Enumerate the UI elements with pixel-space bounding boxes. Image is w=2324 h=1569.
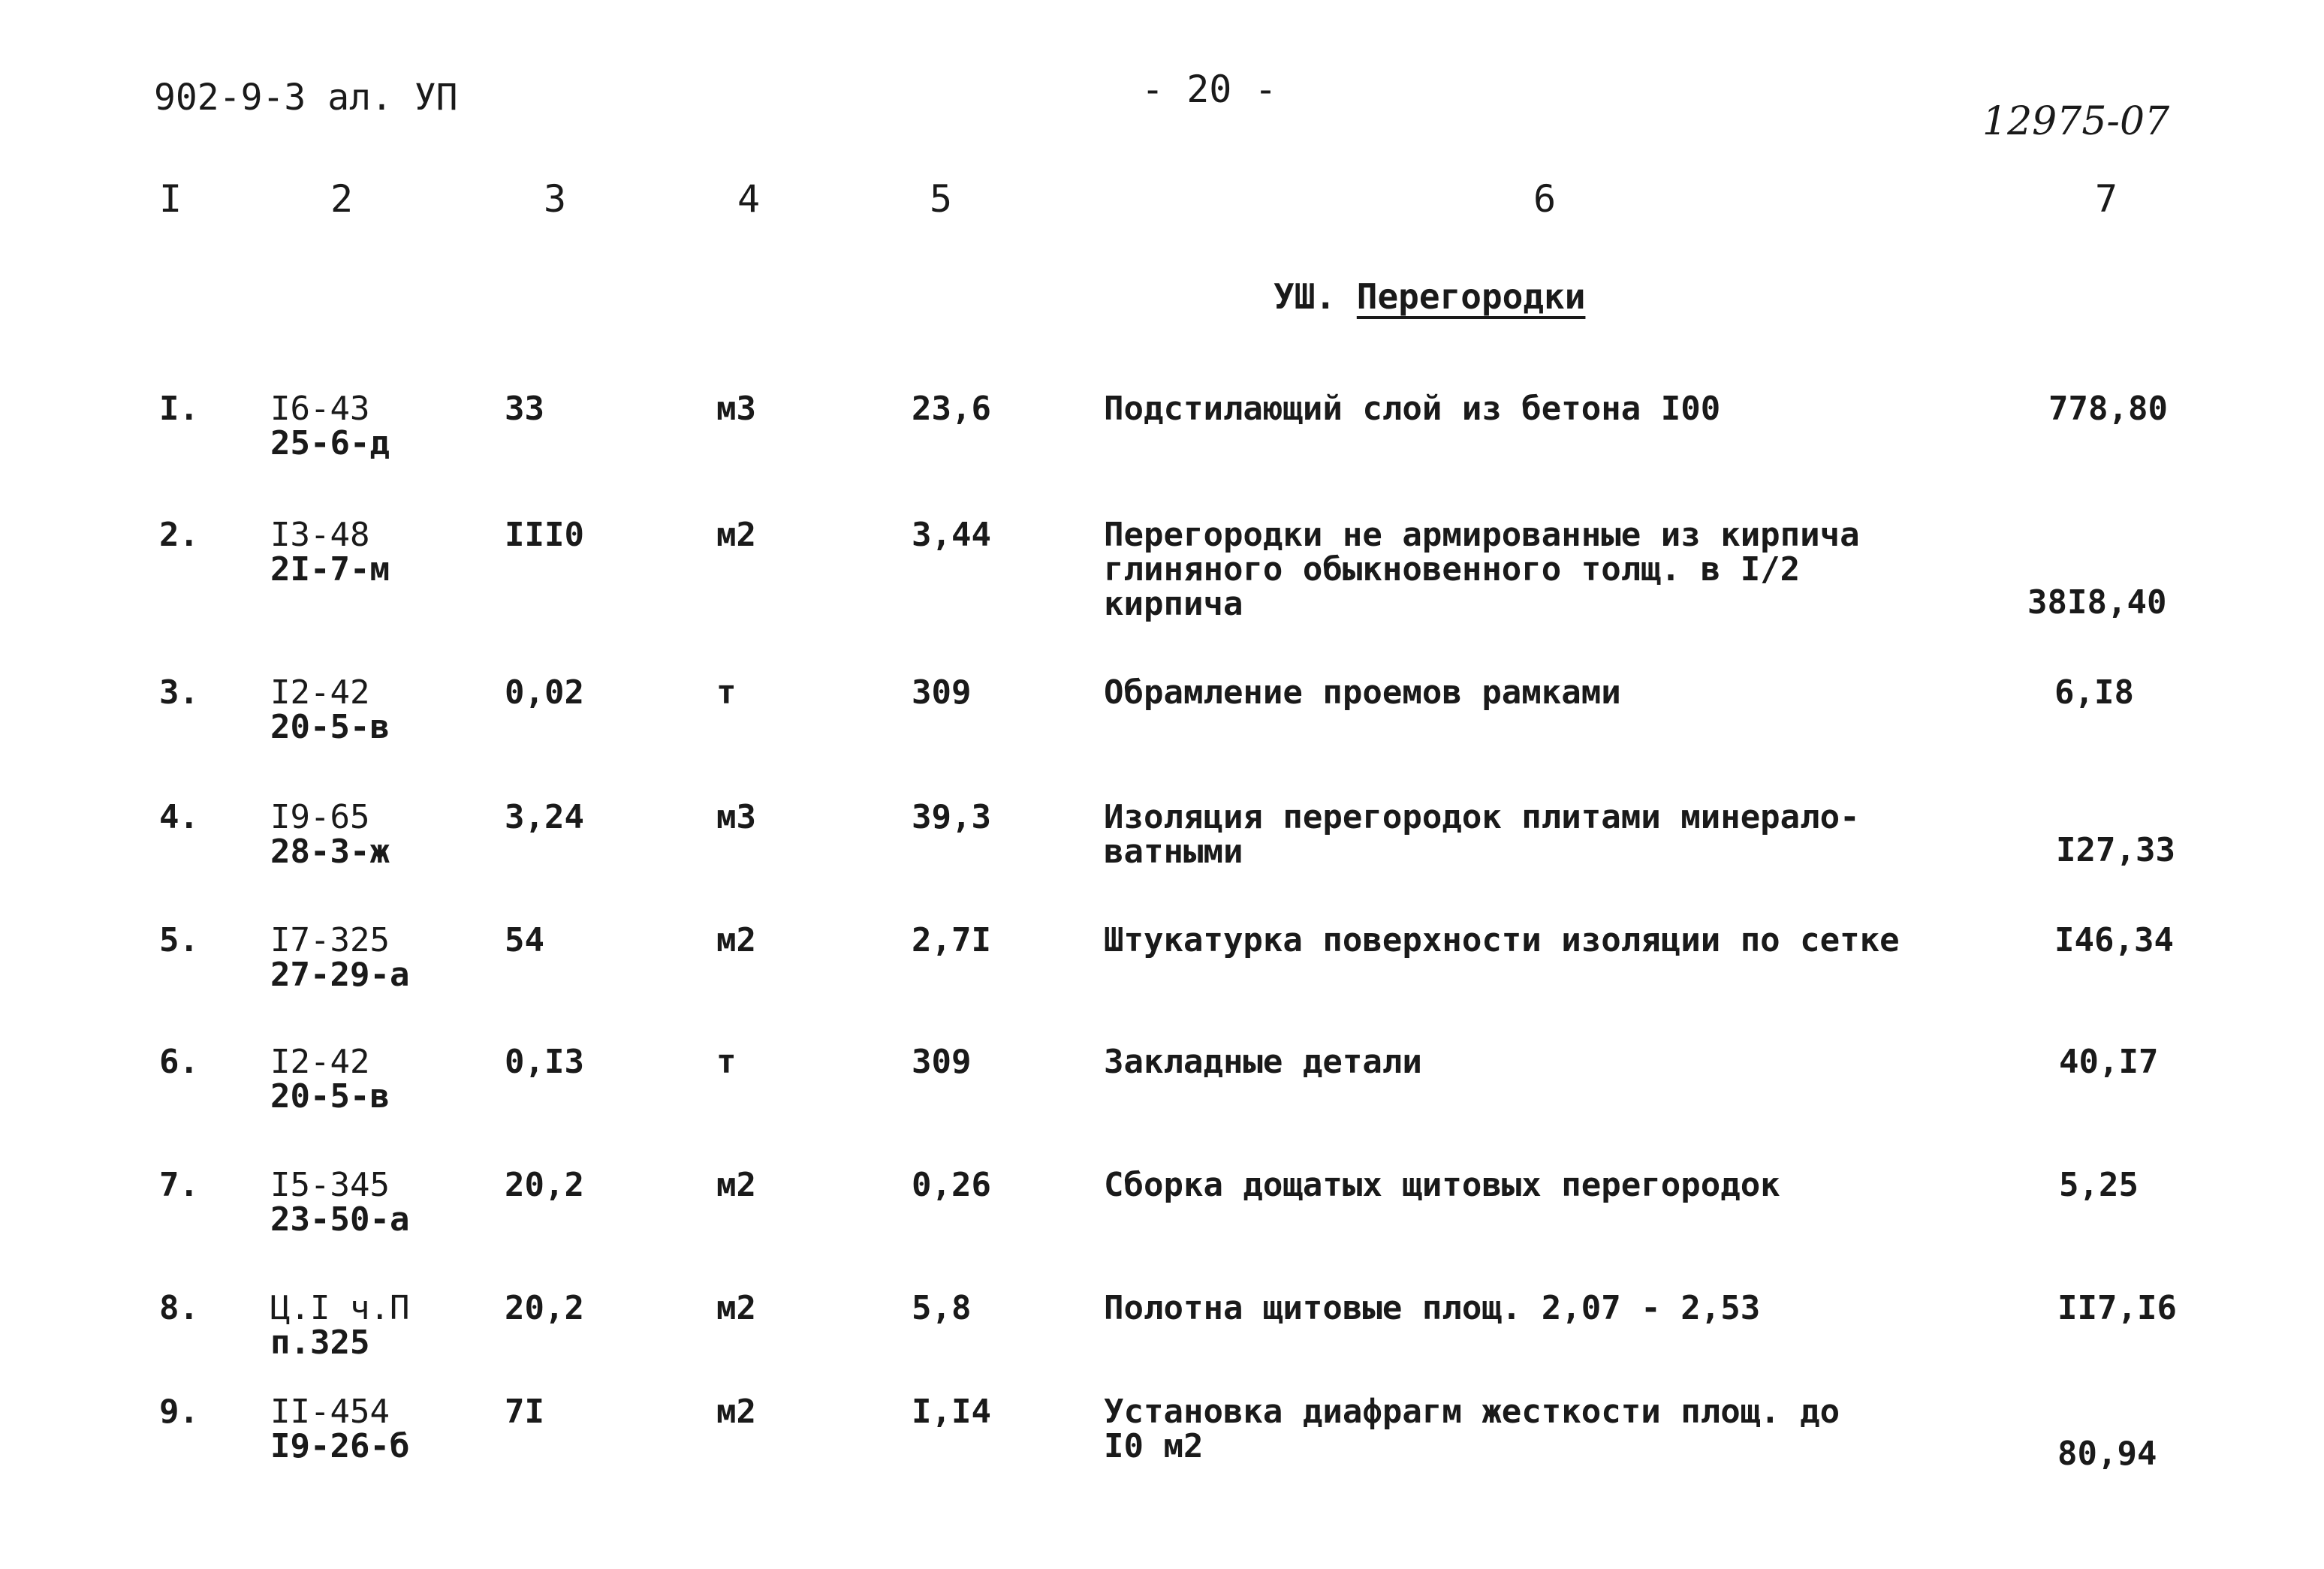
work-description-line: I0 м2: [1104, 1427, 1204, 1465]
rate-code-line-1: II-454: [270, 1393, 390, 1431]
work-description-line: Установка диафрагм жесткости площ. до: [1104, 1393, 1840, 1431]
total-cost: 80,94: [2057, 1435, 2157, 1473]
section-heading: [1274, 276, 1585, 317]
unit: м2: [716, 1289, 756, 1327]
quantity: 0,I3: [505, 1043, 584, 1081]
total-cost: II7,I6: [2057, 1289, 2177, 1327]
quantity: 0,02: [505, 673, 584, 712]
quantity: 20,2: [505, 1289, 584, 1327]
total-cost: I46,34: [2054, 921, 2174, 959]
work-description-line: кирпича: [1104, 585, 1243, 623]
quantity: 54: [505, 921, 544, 959]
unit: м2: [716, 1393, 756, 1431]
column-number-3: 3: [544, 177, 567, 221]
archive-number: 12975-07: [1982, 99, 2170, 144]
quantity: 7I: [505, 1393, 544, 1431]
quantity: III0: [505, 516, 584, 554]
unit: м2: [716, 921, 756, 959]
column-number-2: 2: [330, 177, 354, 221]
unit-price: 0,26: [912, 1166, 991, 1204]
rate-code-line-2: I9-26-б: [270, 1427, 410, 1465]
total-cost: 40,I7: [2059, 1043, 2159, 1081]
work-description: [1104, 392, 1990, 426]
unit-price: I,I4: [912, 1393, 991, 1431]
column-number-5: 5: [930, 177, 953, 221]
rate-code: [270, 1168, 409, 1237]
rate-code-line-2: 2I-7-м: [270, 550, 390, 589]
work-description: [1104, 518, 1990, 622]
unit: т: [716, 673, 737, 712]
work-description-line: Изоляция перегородок плитами минерало-: [1104, 798, 1860, 836]
unit-price: 309: [912, 1043, 972, 1081]
column-number-7: 7: [2095, 177, 2118, 221]
rate-code: [270, 673, 390, 746]
row-number: 2.: [159, 516, 199, 554]
row-number: 7.: [159, 1166, 199, 1204]
unit: м3: [716, 390, 756, 428]
total-cost: 6,I8: [2054, 673, 2134, 712]
page-number: - 20 -: [1141, 68, 1277, 111]
column-number-4: 4: [737, 177, 761, 221]
total-cost: 5,25: [2059, 1166, 2139, 1204]
work-description: [1104, 1045, 1990, 1080]
work-description: [1104, 800, 1990, 869]
unit-price: 23,6: [912, 390, 991, 428]
work-description-line: Закладные детали: [1104, 1043, 1422, 1081]
unit-price: 2,7I: [912, 921, 991, 959]
rate-code-line-1: I7-325: [270, 921, 390, 959]
work-description: [1104, 673, 1990, 712]
rate-code: [270, 923, 409, 992]
row-number: 3.: [159, 673, 199, 712]
work-description-line: Полотна щитовые площ. 2,07 - 2,53: [1104, 1289, 1761, 1327]
work-description: [1104, 1168, 1990, 1203]
total-cost: I27,33: [2056, 831, 2175, 869]
section-title: Перегородки: [1356, 276, 1586, 317]
rate-code-line-1: I2-42: [270, 673, 370, 712]
rate-code-line-2: п.325: [270, 1324, 370, 1362]
row-number: I.: [159, 390, 199, 428]
row-number: 4.: [159, 798, 199, 836]
rate-code-line-2: 27-29-а: [270, 956, 410, 994]
unit-price: 309: [912, 673, 972, 712]
unit: м2: [716, 1166, 756, 1204]
work-description-line: ватными: [1104, 833, 1243, 871]
unit-price: 39,3: [912, 798, 991, 836]
rate-code-line-2: 25-6-д: [270, 424, 390, 462]
column-number-6: 6: [1533, 177, 1557, 221]
rate-code-line-1: I9-65: [270, 798, 370, 836]
work-description-line: Штукатурка поверхности изоляции по сетке: [1104, 921, 1900, 959]
row-number: 8.: [159, 1289, 199, 1327]
rate-code: [270, 800, 390, 869]
rate-code: [270, 392, 390, 461]
rate-code: [270, 518, 390, 587]
work-description-line: Подстилающий слой из бетона I00: [1104, 390, 1721, 428]
document-code: 902-9-3 ал. УП: [154, 77, 458, 119]
work-description: [1104, 923, 1990, 958]
quantity: 33: [505, 390, 544, 428]
rate-code: [270, 1291, 409, 1360]
work-description-line: Сборка дощатых щитовых перегородок: [1104, 1166, 1780, 1204]
rate-code-line-1: I2-42: [270, 1043, 370, 1081]
section-prefix: УШ.: [1274, 276, 1337, 317]
rate-code-line-1: I3-48: [270, 516, 370, 554]
rate-code-line-1: I6-43: [270, 390, 370, 428]
work-description-line: Обрамление проемов рамками: [1104, 673, 1621, 712]
rate-code-line-1: Ц.I ч.П: [270, 1289, 410, 1327]
quantity: 20,2: [505, 1166, 584, 1204]
rate-code-line-2: 20-5-в: [270, 708, 390, 746]
unit: м2: [716, 516, 756, 554]
row-number: 5.: [159, 921, 199, 959]
row-number: 9.: [159, 1393, 199, 1431]
unit-price: 3,44: [912, 516, 991, 554]
unit: м3: [716, 798, 756, 836]
work-description-line: глиняного обыкновенного толщ. в I/2: [1104, 550, 1801, 589]
total-cost: 778,80: [2048, 390, 2168, 428]
unit-price: 5,8: [912, 1289, 972, 1327]
work-description: [1104, 1291, 1990, 1326]
column-number-1: I: [159, 177, 182, 221]
work-description-line: Перегородки не армированные из кирпича: [1104, 516, 1860, 554]
unit: т: [716, 1043, 737, 1081]
rate-code-line-1: I5-345: [270, 1166, 390, 1204]
rate-code: [270, 1045, 390, 1114]
rate-code-line-2: 20-5-в: [270, 1077, 390, 1116]
rate-code-line-2: 28-3-ж: [270, 833, 390, 871]
rate-code-line-2: 23-50-а: [270, 1200, 410, 1239]
work-description: [1104, 1395, 1990, 1464]
row-number: 6.: [159, 1043, 199, 1081]
total-cost: 38I8,40: [2027, 583, 2167, 622]
quantity: 3,24: [505, 798, 584, 836]
rate-code: [270, 1395, 409, 1464]
